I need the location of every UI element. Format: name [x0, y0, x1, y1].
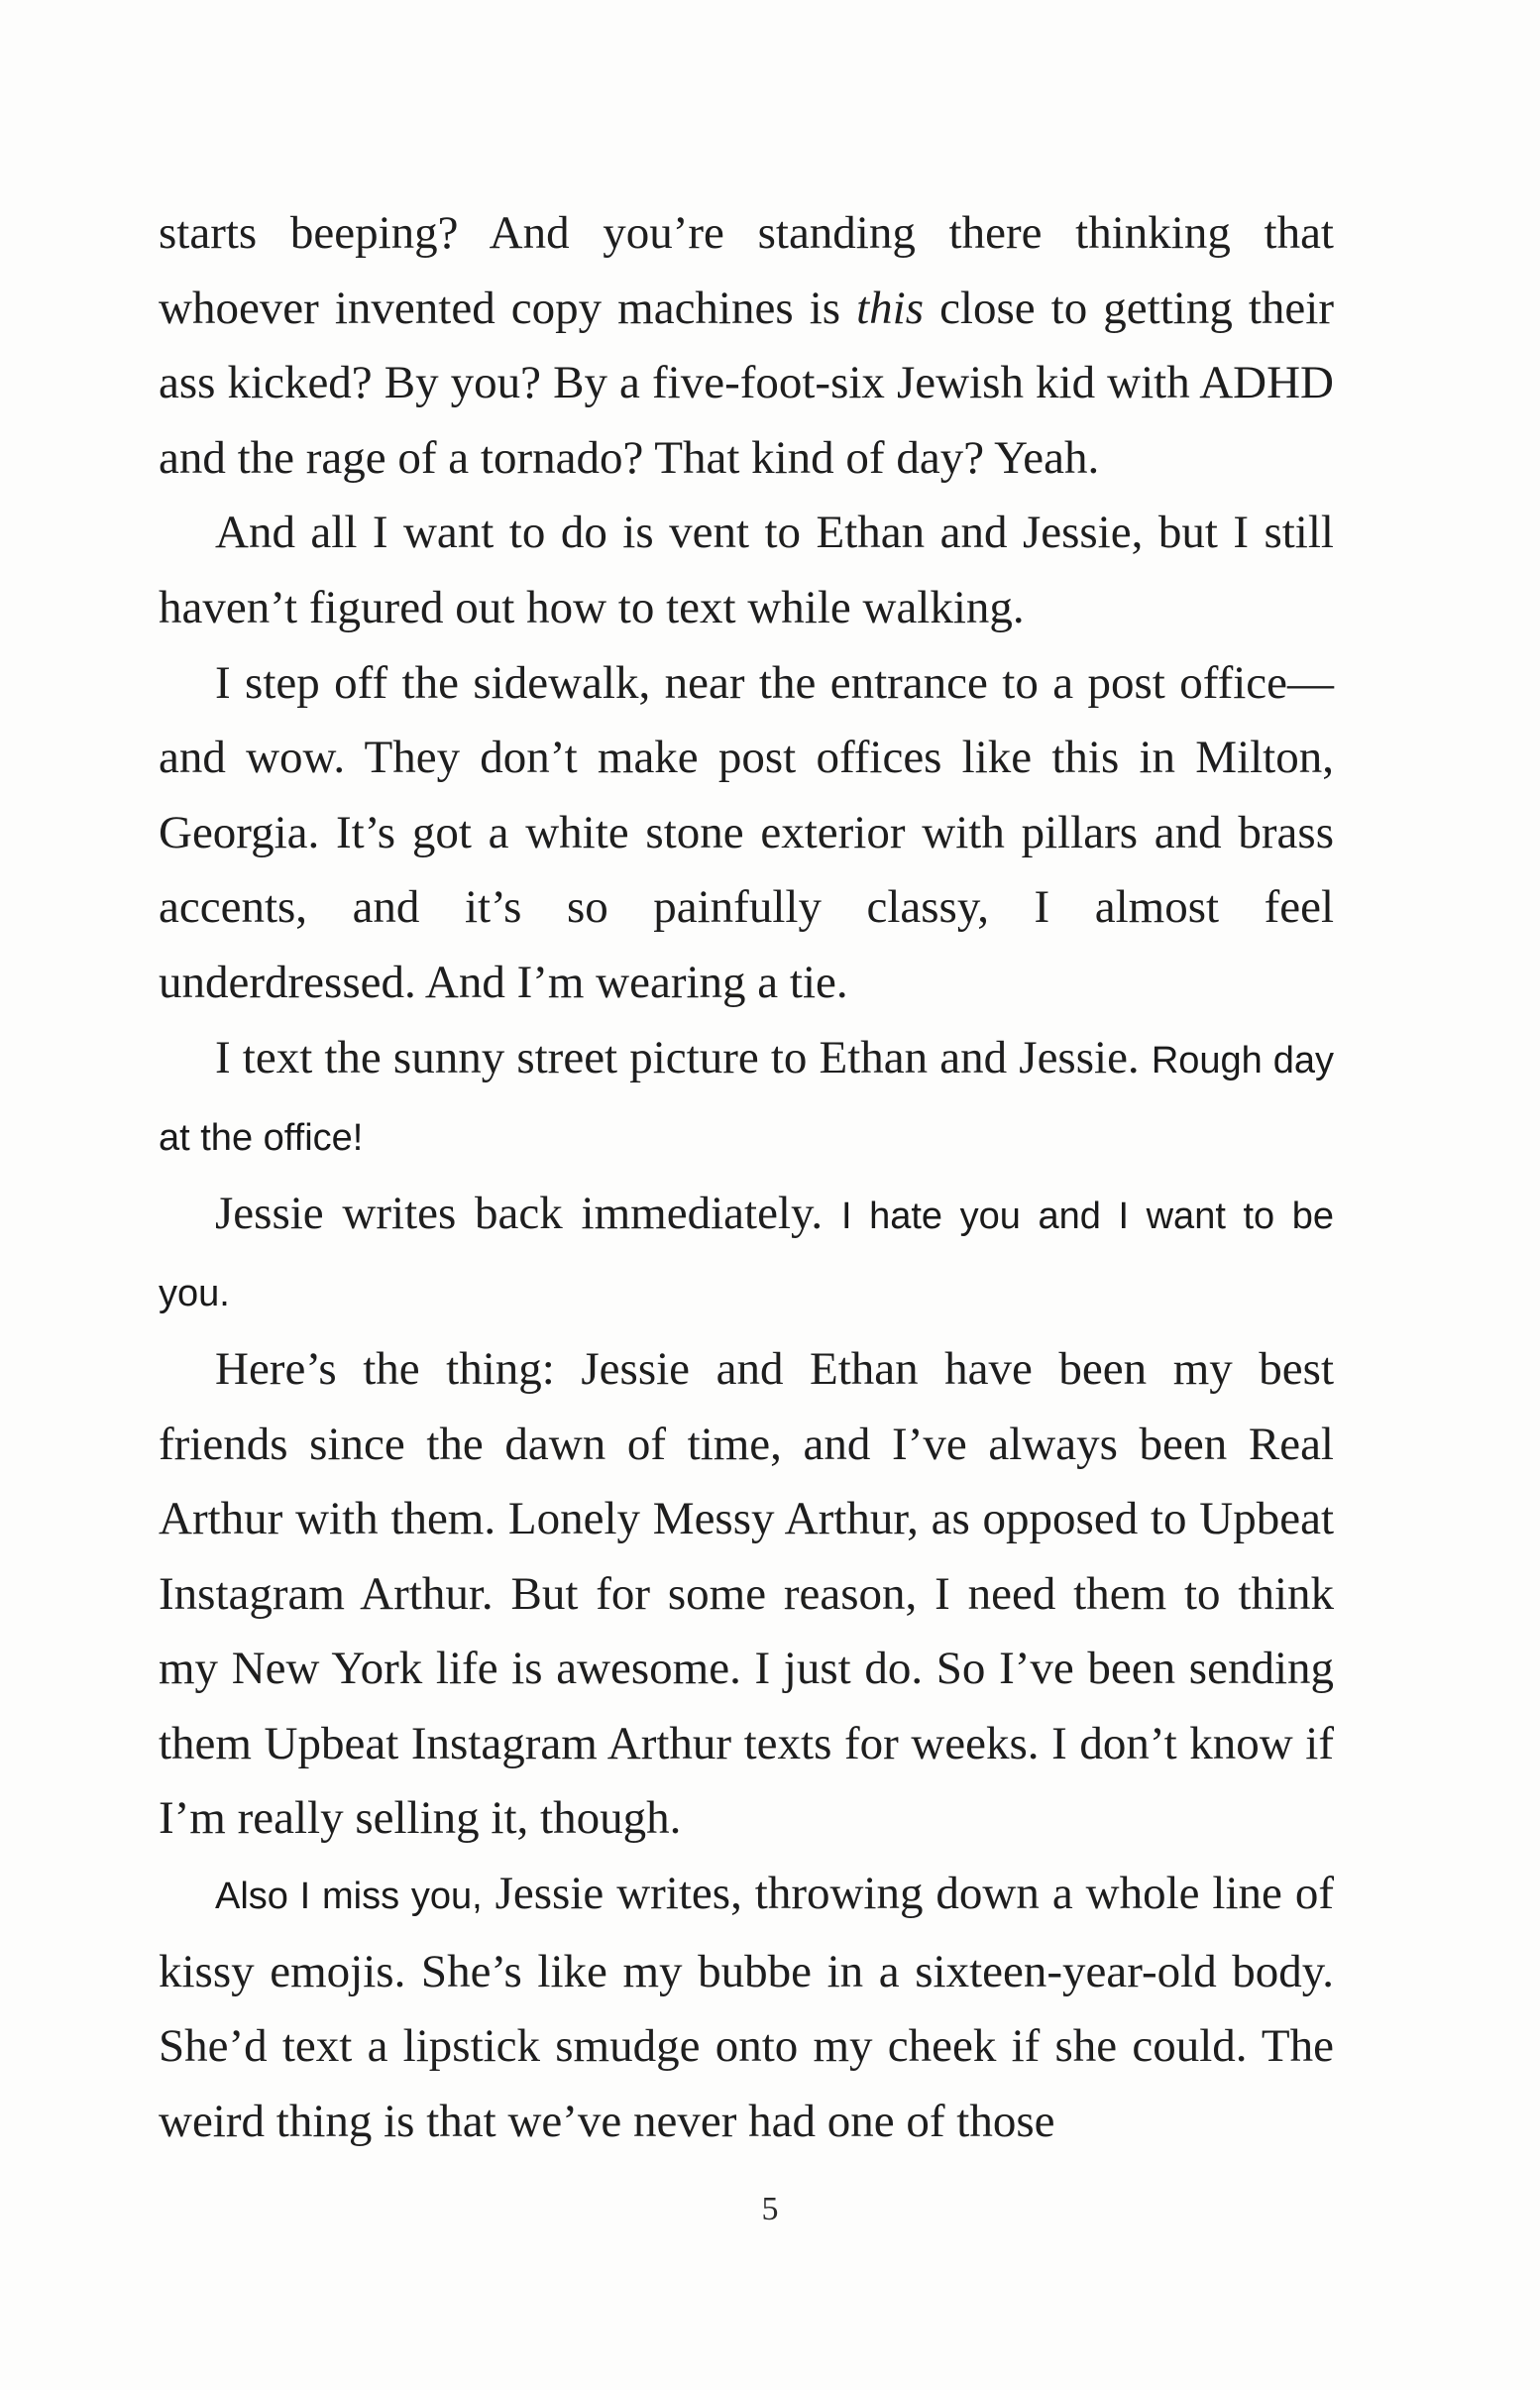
text-message: Rough day at the office!	[159, 1039, 1334, 1160]
italic-emphasis: this	[856, 282, 925, 334]
text-segment: Jessie writes, throwing down a whole line of kissy emojis. She’s like my bubbe in a sixteen-year-old body. She’d text a lipstick smudge onto my cheek if she could. The weird thing is that we’ve never had one of those	[159, 1868, 1335, 2147]
paragraph-1	[159, 196, 1334, 496]
text-segment: close to getting their ass kicked? By you? By a five-foot-six Jewish kid with ADHD and the rage of a tornado? That kind of day? Yeah.	[159, 282, 1334, 484]
text-segment: Here’s the thing: Jessie and Ethan have been my best friends since the dawn of time, and I’ve always been Real Arthur with them. Lonely Messy Arthur, as opposed to Upbeat Instagram Arthur. But for some reason, I need them to think my New York life is awesome. I just do. So I’ve been sending them Upbeat Instagram Arthur texts for weeks. I don’t know if I’m really selling it, though.	[159, 1342, 1334, 1845]
paragraph-4	[159, 1021, 1334, 1177]
text-segment: And all I want to do is vent to Ethan and Jessie, but I still haven’t figured out how to text while walking.	[159, 507, 1334, 633]
text-segment: I text the sunny street picture to Ethan and Jessie.	[215, 1031, 1152, 1083]
page-number: 5	[761, 2191, 779, 2227]
text-segment: starts beeping? And you’re standing there thinking that whoever invented copy machines is	[159, 207, 1334, 334]
paragraph-2	[159, 496, 1334, 645]
paragraph-3	[159, 646, 1334, 1021]
paragraph-7	[159, 1857, 1334, 2159]
body-text	[159, 196, 1334, 2159]
text-message: Also I miss you,	[215, 1876, 483, 1918]
paragraph-5	[159, 1177, 1334, 1332]
text-segment: Jessie writes back immediately.	[215, 1187, 841, 1239]
text-segment: I step off the sidewalk, near the entrance to a post office—and wow. They don’t make post offices like this in Milton, Georgia. It’s got a white stone exterior with pillars and brass accents, and it’s so painfully classy, I almost feel underdressed. And I’m wearing a tie.	[159, 656, 1334, 1008]
paragraph-6	[159, 1332, 1334, 1857]
text-message: I hate you and I want to be you.	[159, 1195, 1335, 1315]
